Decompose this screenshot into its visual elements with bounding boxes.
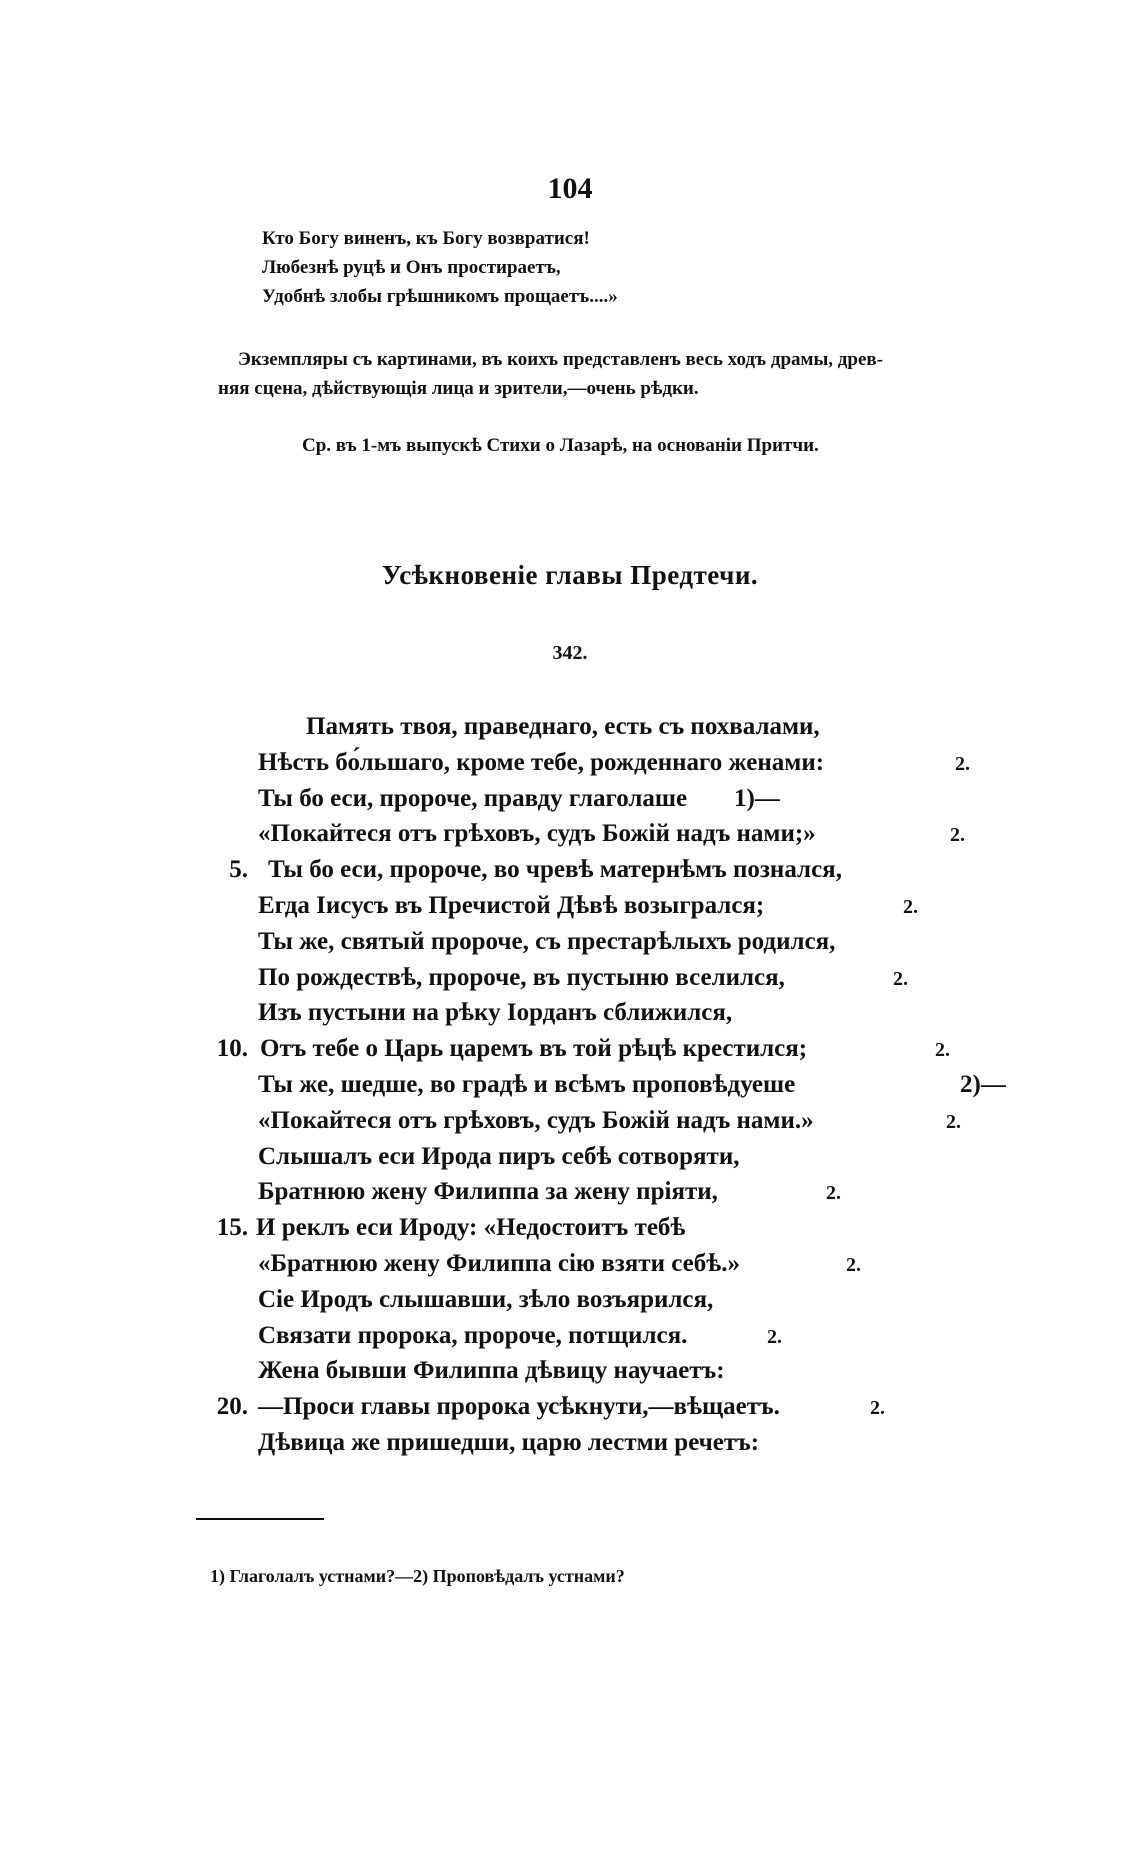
verse-line: «Покайтеся отъ грѣховъ, судъ Божій надъ нами;» (258, 820, 816, 847)
page-number: 104 (547, 172, 593, 205)
refrain-mark: 2. (935, 1039, 950, 1061)
verse-line: Нѣсть бо́льшаго, кроме тебе, рожденнаго женами: (258, 749, 825, 776)
stanza-line: Удобнѣ злобы грѣшникомъ прощаетъ....» (262, 286, 618, 307)
verse-line: Ты бо еси, пророче, во чревѣ матернѣмъ познался, (268, 856, 842, 883)
line-number: 15. (216, 1214, 248, 1241)
verse-line: Ты бо еси, пророче, правду глаголаше (258, 785, 688, 812)
verse-line: «Покайтеся отъ грѣховъ, судъ Божій надъ нами.» (258, 1107, 814, 1134)
verse-line: Ты же, святый пророче, съ престарѣлыхъ родился, (258, 928, 836, 955)
cross-reference: Ср. въ 1-мъ выпускѣ Стихи о Лазарѣ, на основаніи Притчи. (302, 435, 819, 456)
line-number: 10. (216, 1035, 248, 1062)
verse-line: Сіе Иродъ слышавши, зѣло возъярился, (258, 1286, 714, 1313)
refrain-mark: 2. (767, 1326, 782, 1348)
line-number: 5. (229, 856, 248, 883)
refrain-mark: 2. (946, 1111, 961, 1133)
poem-number: 342. (552, 642, 588, 664)
refrain-mark: 2. (826, 1182, 841, 1204)
verse-line: Ты же, шедше, во градѣ и всѣмъ проповѣдуеше (258, 1071, 796, 1098)
stanza-line: Любезнѣ руцѣ и Онъ простираетъ, (262, 257, 561, 278)
refrain-mark: 2. (955, 753, 970, 775)
verse-line: Братнюю жену Филиппа за жену пріяти, (258, 1178, 718, 1205)
verse-line: По рождествѣ, пророче, въ пустыню вселился, (258, 964, 785, 991)
line-number: 20. (216, 1393, 248, 1420)
refrain-mark: 2. (846, 1254, 861, 1276)
verse-line: «Братнюю жену Филиппа сію взяти себѣ.» (258, 1250, 740, 1277)
footnote-rule (196, 1518, 324, 1520)
footnote-marker: 2)— (960, 1071, 1006, 1098)
footnote-marker: 1)— (734, 785, 780, 812)
refrain-mark: 2. (950, 824, 965, 846)
verse-line: Дѣвица же пришедши, царю лестми речетъ: (258, 1429, 760, 1456)
section-title: Усѣкновеніе главы Предтечи. (381, 560, 759, 590)
footnote: 1) Глаголалъ устнами?—2) Проповѣдалъ устнами? (210, 1566, 625, 1586)
verse-line: Егда Іисусъ въ Пречистой Дѣвѣ возыгрался; (258, 892, 765, 919)
verse-line: Слышалъ еси Ирода пиръ себѣ сотворяти, (258, 1143, 740, 1170)
refrain-mark: 2. (903, 896, 918, 918)
note-line: Экземпляры съ картинами, въ коихъ представленъ весь ходъ драмы, древ- (238, 349, 884, 370)
note-line: няя сцена, дѣйствующія лица и зрители,—очень рѣдки. (218, 378, 699, 399)
verse-line: И реклъ еси Ироду: «Недостоитъ тебѣ (256, 1214, 686, 1241)
stanza-line: Кто Богу виненъ, къ Богу возвратися! (262, 228, 590, 249)
refrain-mark: 2. (870, 1397, 885, 1419)
verse-line: Изъ пустыни на рѣку Іорданъ сближился, (258, 999, 733, 1026)
verse-line: Память твоя, праведнаго, есть съ похвалами, (306, 713, 820, 740)
refrain-mark: 2. (893, 968, 908, 990)
verse-line: Отъ тебе о Царь царемъ въ той рѣцѣ крестился; (260, 1035, 808, 1062)
verse-line: —Проси главы пророка усѣкнути,—вѣщаетъ. (258, 1393, 780, 1420)
verse-line: Связати пророка, пророче, потщился. (258, 1322, 688, 1349)
verse-line: Жена бывши Филиппа дѣвицу научаетъ: (258, 1357, 725, 1384)
